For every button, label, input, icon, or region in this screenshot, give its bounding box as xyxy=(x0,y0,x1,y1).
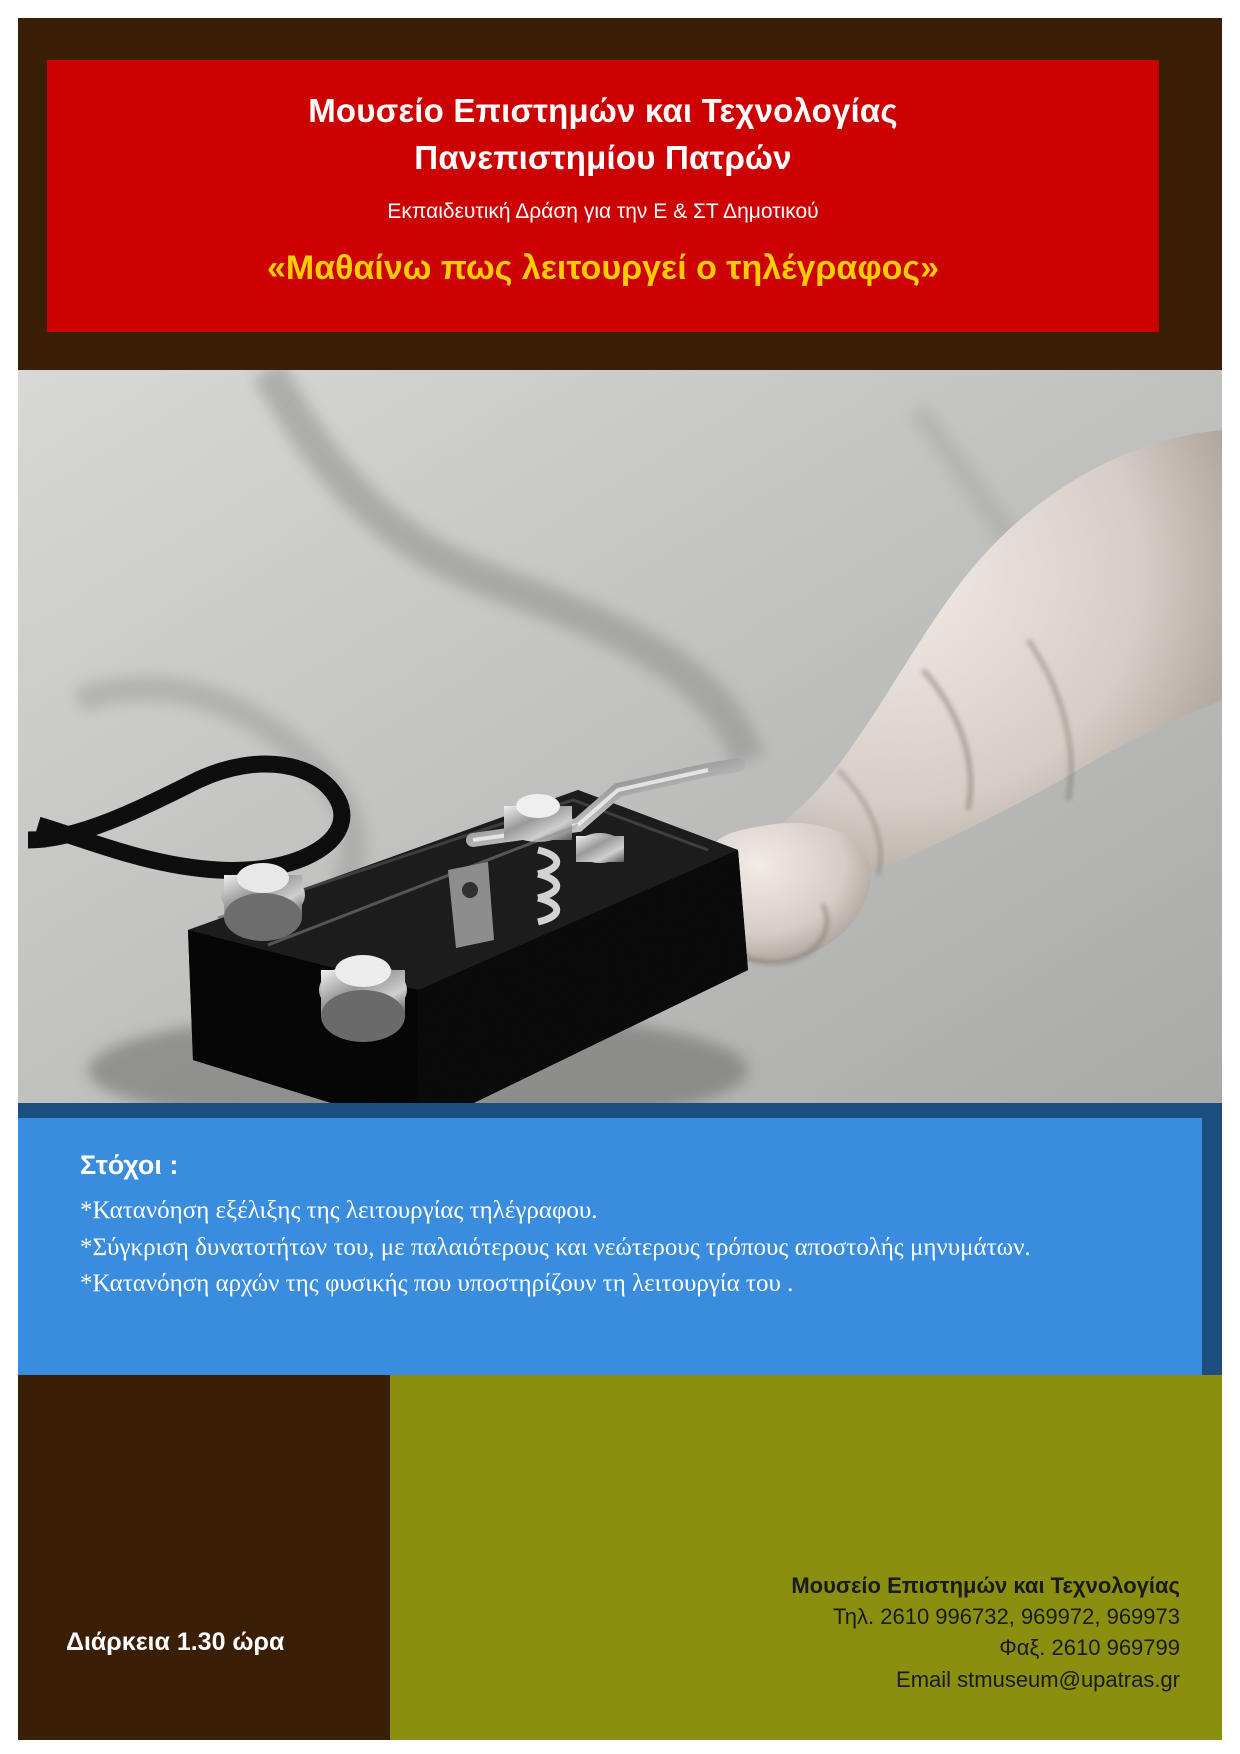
header-title-line1: Μουσείο Επιστημών και Τεχνολογίας xyxy=(308,92,898,129)
objectives-block xyxy=(18,1118,1202,1375)
page-margin-left xyxy=(0,0,18,1754)
objectives-heading: Στόχοι : xyxy=(80,1150,179,1180)
contact-phone: Τηλ. 2610 996732, 969972, 969973 xyxy=(832,1604,1180,1630)
page-margin-top xyxy=(0,0,1240,18)
header-quote-title: «Μαθαίνω πως λειτουργεί ο τηλέγραφος» xyxy=(266,249,940,288)
contact-block xyxy=(791,1570,1180,1695)
header-subtitle: Εκπαιδευτική Δράση για την Ε & ΣΤ Δημοτικού xyxy=(387,199,819,223)
objective-item-3: *Κατανόηση αρχών της φυσικής που υποστηρίζουν τη λειτουργία του . xyxy=(80,1270,794,1297)
contact-organization: Μουσείο Επιστημών και Τεχνολογίας xyxy=(791,1573,1180,1598)
objective-item-1: *Κατανόηση εξέλιξης της λειτουργίας τηλέγραφου. xyxy=(80,1197,598,1224)
objective-item-2: *Σύγκριση δυνατοτήτων του, με παλαιότερους και νεώτερους τρόπους αποστολής μηνυμάτων. xyxy=(80,1233,1031,1261)
page-margin-right xyxy=(1222,0,1240,1754)
contact-email: Email stmuseum@upatras.gr xyxy=(896,1666,1180,1692)
duration-label: Διάρκεια 1.30 ώρα xyxy=(66,1628,285,1656)
header-banner xyxy=(47,60,1159,332)
header-title-line2: Πανεπιστημίου Πατρών xyxy=(414,138,792,176)
footer-left-panel xyxy=(18,1375,390,1740)
contact-fax: Φαξ. 2610 969799 xyxy=(999,1635,1180,1661)
page-margin-bottom xyxy=(0,1740,1240,1754)
telegraph-key-photo xyxy=(18,370,1222,1103)
